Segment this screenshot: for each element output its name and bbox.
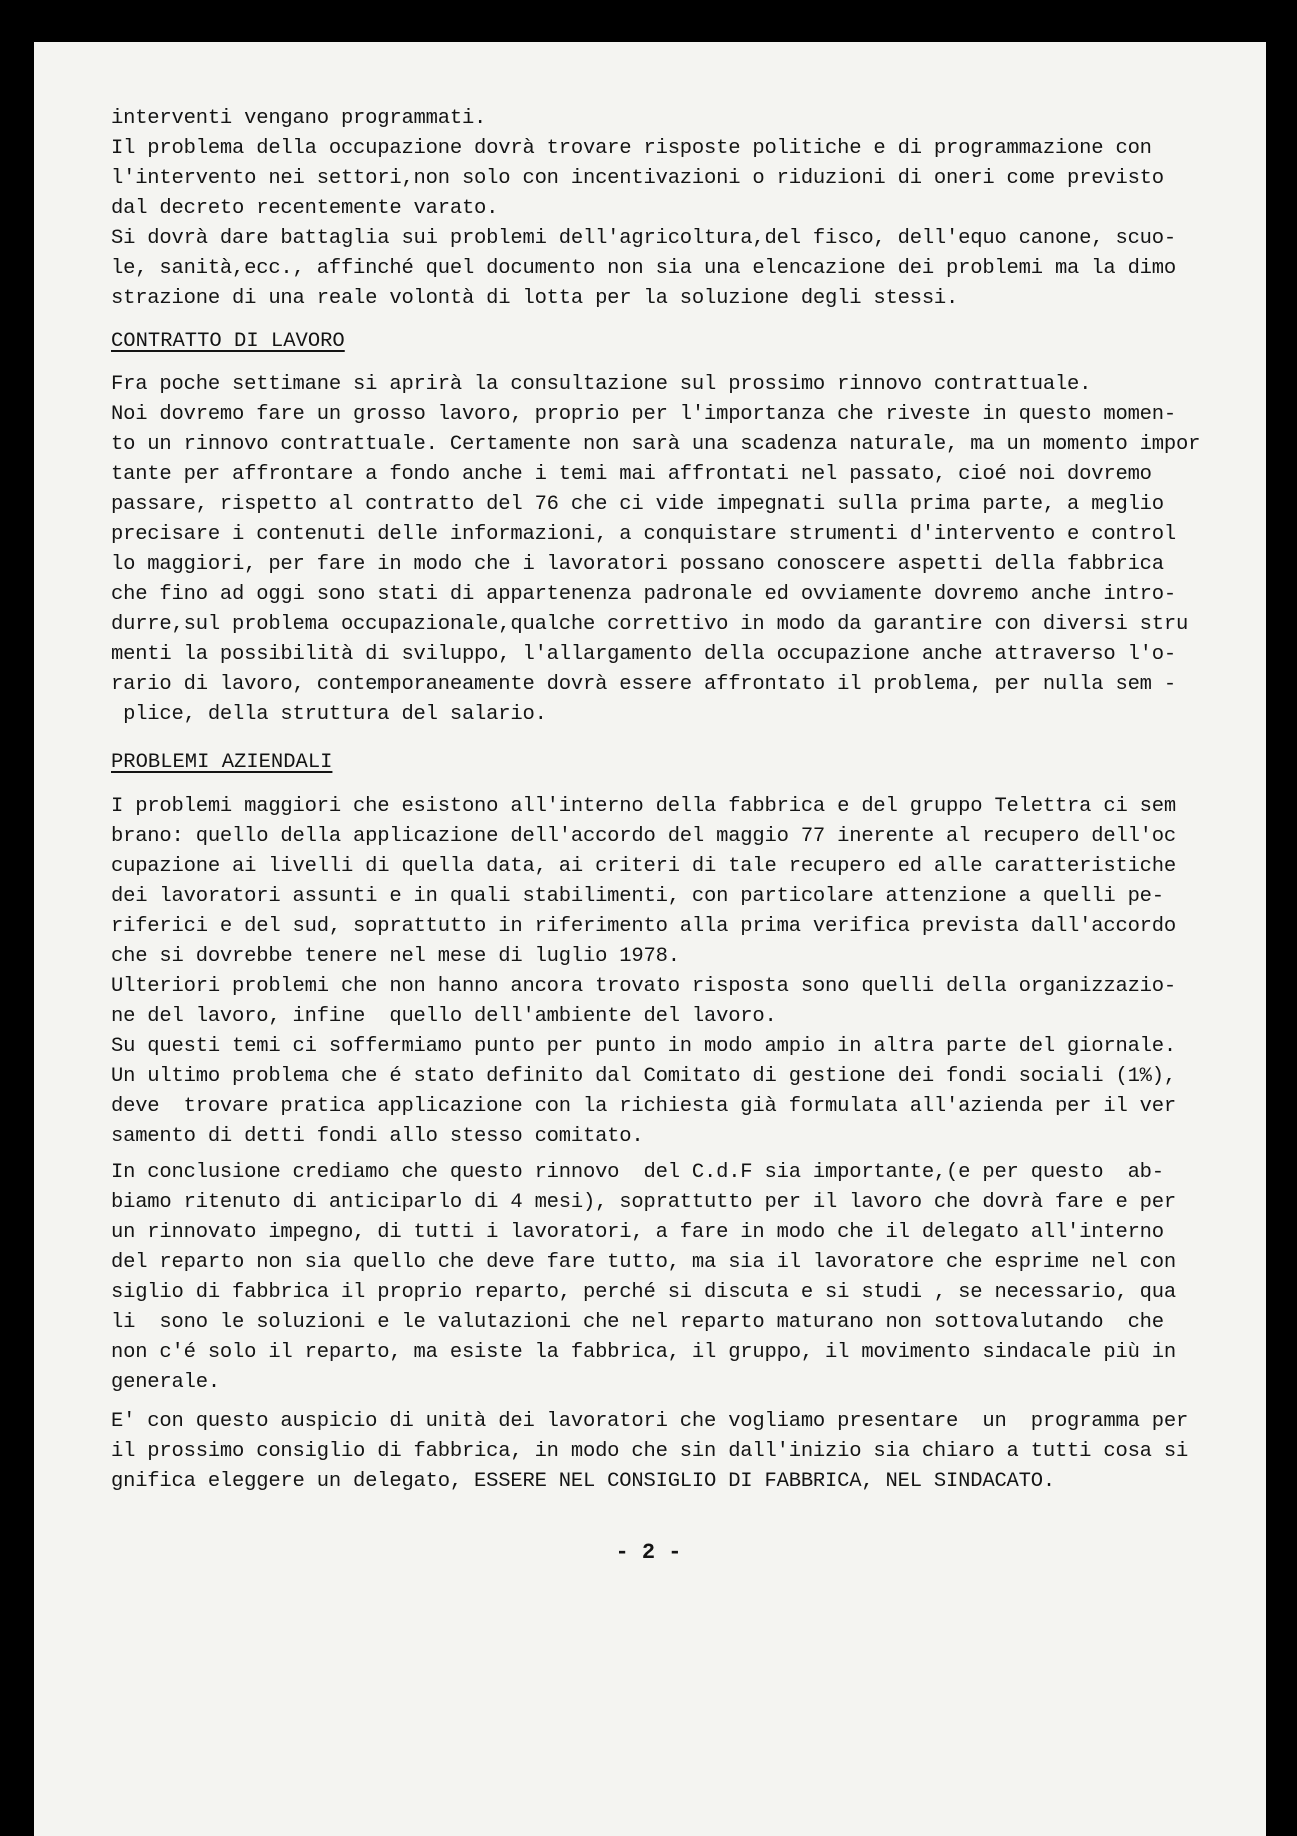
heading-problemi-aziendali: PROBLEMI AZIENDALI — [111, 751, 333, 774]
text-line: biamo ritenuto di anticiparlo di 4 mesi), soprattutto per il lavoro che dovrà fare e per — [111, 1191, 1176, 1214]
text-line: passare, rispetto al contratto del 76 che ci vide impegnati sulla prima parte, a meglio — [111, 493, 1164, 516]
text-line: interventi vengano programmati. — [111, 107, 487, 130]
text-line: cupazione ai livelli di quella data, ai criteri di tale recupero ed alle caratteristiche — [111, 855, 1176, 878]
text-line: lo maggiori, per fare in modo che i lavoratori possano conoscere aspetti della fabbrica — [111, 553, 1164, 576]
text-line: precisare i contenuti delle informazioni, a conquistare strumenti d'intervento e control — [111, 523, 1176, 546]
text-line: I problemi maggiori che esistono all'interno della fabbrica e del gruppo Telettra ci sem — [111, 795, 1176, 818]
paragraph-contratto — [111, 370, 1221, 730]
text-line: E' con questo auspicio di unità dei lavoratori che vogliamo presentare un programma per — [111, 1410, 1189, 1433]
paragraph-conclusione — [111, 1158, 1221, 1398]
text-line: il prossimo consiglio di fabbrica, in modo che sin dall'inizio sia chiaro a tutti cosa si — [111, 1440, 1189, 1463]
text-line: Su questi temi ci soffermiamo punto per punto in modo ampio in altra parte del giornale. — [111, 1035, 1176, 1058]
text-line: menti la possibilità di sviluppo, l'allargamento della occupazione anche attraverso l'o- — [111, 643, 1176, 666]
text-line: plice, della struttura del salario. — [111, 703, 547, 726]
text-line: deve trovare pratica applicazione con la richiesta già formulata all'azienda per il ver — [111, 1095, 1176, 1118]
paragraph-occupazione — [111, 104, 1221, 314]
text-line: siglio di fabbrica il proprio reparto, perché si discuta e si studi , se necessario, qua — [111, 1281, 1176, 1304]
text-line: un rinnovato impegno, di tutti i lavoratori, a fare in modo che il delegato all'interno — [111, 1221, 1164, 1244]
text-line: brano: quello della applicazione dell'accordo del maggio 77 inerente al recupero dell'oc — [111, 825, 1176, 848]
text-line: gnifica eleggere un delegato, ESSERE NEL CONSIGLIO DI FABBRICA, NEL SINDACATO. — [111, 1470, 1055, 1493]
text-line: tante per affrontare a fondo anche i temi mai affrontati nel passato, cioé noi dovremo — [111, 463, 1152, 486]
text-line: che si dovrebbe tenere nel mese di luglio 1978. — [111, 945, 680, 968]
text-line: Ulteriori problemi che non hanno ancora trovato risposta sono quelli della organizzazio- — [111, 975, 1176, 998]
text-line: Si dovrà dare battaglia sui problemi dell'agricoltura,del fisco, dell'equo canone, scuo- — [111, 227, 1176, 250]
text-line: samento di detti fondi allo stesso comitato. — [111, 1125, 644, 1148]
text-line: ne del lavoro, infine quello dell'ambiente del lavoro. — [111, 1005, 777, 1028]
text-line: Un ultimo problema che é stato definito dal Comitato di gestione dei fondi sociali (1%), — [111, 1065, 1176, 1088]
text-line: dal decreto recentemente varato. — [111, 197, 499, 220]
text-line: Noi dovremo fare un grosso lavoro, proprio per l'importanza che riveste in questo momen- — [111, 403, 1176, 426]
text-line: che fino ad oggi sono stati di appartenenza padronale ed ovviamente dovremo anche intro- — [111, 583, 1176, 606]
heading-contratto-di-lavoro: CONTRATTO DI LAVORO — [111, 330, 345, 353]
text-line: l'intervento nei settori,non solo con incentivazioni o riduzioni di oneri come previsto — [111, 167, 1164, 190]
text-line: Il problema della occupazione dovrà trovare risposte politiche e di programmazione con — [111, 137, 1152, 160]
text-line: strazione di una reale volontà di lotta per la soluzione degli stessi. — [111, 287, 959, 310]
text-line: In conclusione crediamo che questo rinnovo del C.d.F sia importante,(e per questo ab- — [111, 1161, 1164, 1184]
text-line: del reparto non sia quello che deve fare tutto, ma sia il lavoratore che esprime nel con — [111, 1251, 1176, 1274]
text-line: rario di lavoro, contemporaneamente dovrà essere affrontato il problema, per nulla sem - — [111, 673, 1176, 696]
text-line: to un rinnovo contrattuale. Certamente non sarà una scadenza naturale, ma un momento impor — [111, 433, 1201, 456]
text-line: non c'é solo il reparto, ma esiste la fabbrica, il gruppo, il movimento sindacale più in — [111, 1341, 1176, 1364]
text-line: li sono le soluzioni e le valutazioni che nel reparto maturano non sottovalutando che — [111, 1311, 1164, 1334]
text-line: riferici e del sud, soprattutto in riferimento alla prima verifica prevista dall'accordo — [111, 915, 1176, 938]
paragraph-auspicio — [111, 1407, 1221, 1497]
text-line: Fra poche settimane si aprirà la consultazione sul prossimo rinnovo contrattuale. — [111, 373, 1092, 396]
text-line: dei lavoratori assunti e in quali stabilimenti, con particolare attenzione a quelli pe- — [111, 885, 1164, 908]
text-line: le, sanità,ecc., affinché quel documento non sia una elencazione dei problemi ma la dimo — [111, 257, 1176, 280]
paragraph-problemi — [111, 792, 1221, 1152]
text-line: durre,sul problema occupazionale,qualche correttivo in modo da garantire con diversi stru — [111, 613, 1189, 636]
page-number: - 2 - — [615, 1540, 682, 1565]
text-line: generale. — [111, 1371, 220, 1394]
